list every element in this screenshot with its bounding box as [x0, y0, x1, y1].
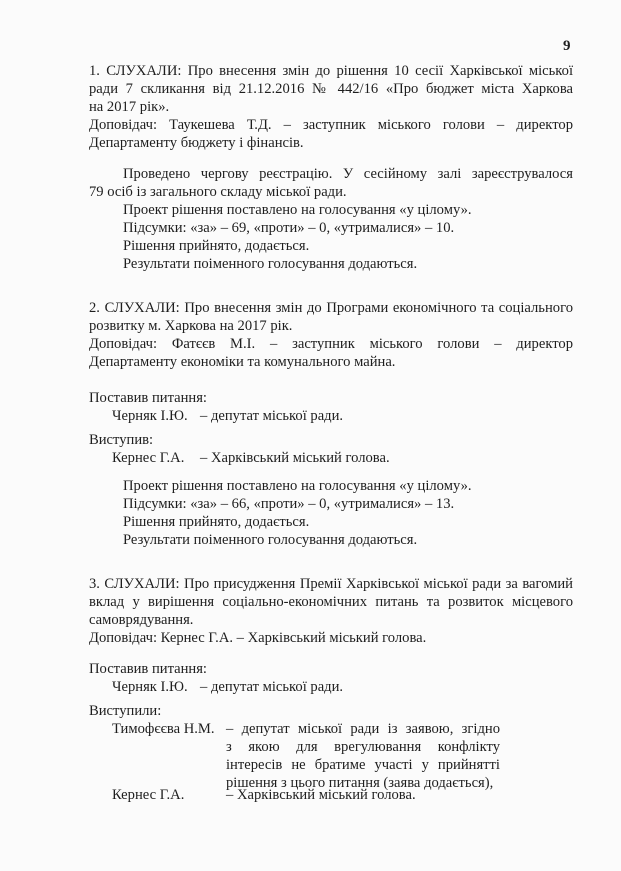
item-1-vote-proposal: Проект рішення поставлено на голосування «у цілому».	[123, 202, 472, 218]
item-1-speaker-line-2: Департаменту бюджету і фінансів.	[89, 135, 304, 151]
item-1-registration-line-1: Проведено чергову реєстрацію. У сесійному залі зареєструвалося	[123, 166, 573, 182]
item-1-decision: Рішення прийнято, додається.	[123, 238, 310, 254]
item-3-speaker-1-role-line-3: інтересів не братиме участі у прийнятті	[226, 757, 500, 773]
item-2-posed-name: Черняк І.Ю.	[112, 408, 188, 424]
page-number: 9	[563, 38, 571, 54]
item-2-spoke-name: Кернес Г.А.	[112, 450, 185, 466]
item-3-posed-label: Поставив питання:	[89, 661, 207, 677]
item-3-speaker-2-name: Кернес Г.А.	[112, 787, 185, 803]
item-3-speaker-1-role-line-1: – депутат міської ради із заявою, згідно	[226, 721, 500, 737]
item-2-posed-label: Поставив питання:	[89, 390, 207, 406]
item-2-spoke-label: Виступив:	[89, 432, 154, 448]
item-1-vote-results: Підсумки: «за» – 69, «проти» – 0, «утрималися» – 10.	[123, 220, 455, 236]
item-1-roll-call-note: Результати поіменного голосування додаються.	[123, 256, 418, 272]
item-2-speaker-line-2: Департаменту економіки та комунального майна.	[89, 354, 396, 370]
item-2-spoke-role: – Харківський міський голова.	[200, 450, 390, 466]
item-2-heading-line-2: розвитку м. Харкова на 2017 рік.	[89, 318, 293, 334]
item-3-speaker-1-name: Тимофєєва Н.М.	[112, 721, 215, 737]
item-1-heading-line-3: на 2017 рік».	[89, 99, 170, 115]
item-3-speaker: Доповідач: Кернес Г.А. – Харківський міський голова.	[89, 630, 427, 646]
item-3-posed-name: Черняк І.Ю.	[112, 679, 188, 695]
item-3-heading-line-3: самоврядування.	[89, 612, 194, 628]
item-3-heading-line-2: вклад у вирішення соціально-економічних питань та розвиток місцевого	[89, 594, 573, 610]
item-2-posed-role: – депутат міської ради.	[200, 408, 344, 424]
item-1-speaker-line-1: Доповідач: Таукешева Т.Д. – заступник міського голови – директор	[89, 117, 573, 133]
item-1-heading-line-1: 1. СЛУХАЛИ: Про внесення змін до рішення 10 сесії Харківської міської	[89, 63, 573, 79]
item-3-speaker-1-role-line-2: з якою для врегулювання конфлікту	[226, 739, 500, 755]
item-3-spoke-label: Виступили:	[89, 703, 162, 719]
item-2-roll-call-note: Результати поіменного голосування додаються.	[123, 532, 418, 548]
item-2-decision: Рішення прийнято, додається.	[123, 514, 310, 530]
item-1-registration-line-2: 79 осіб із загального складу міської ради.	[89, 184, 347, 200]
item-2-vote-proposal: Проект рішення поставлено на голосування «у цілому».	[123, 478, 472, 494]
item-2-speaker-line-1: Доповідач: Фатєєв М.І. – заступник міського голови – директор	[89, 336, 573, 352]
item-1-heading-line-2: ради 7 скликання від 21.12.2016 № 442/16 «Про бюджет міста Харкова	[89, 81, 573, 97]
item-3-heading-line-1: 3. СЛУХАЛИ: Про присудження Премії Харківської міської ради за вагомий	[89, 576, 573, 592]
item-2-heading-line-1: 2. СЛУХАЛИ: Про внесення змін до Програми економічного та соціального	[89, 300, 573, 316]
item-3-posed-role: – депутат міської ради.	[200, 679, 344, 695]
item-3-speaker-2-role: – Харківський міський голова.	[226, 787, 416, 803]
item-2-vote-results: Підсумки: «за» – 66, «проти» – 0, «утрималися» – 13.	[123, 496, 455, 512]
item-3-speaker-1-role-line-4: рішення з цього питання (заява додається),	[226, 775, 494, 791]
